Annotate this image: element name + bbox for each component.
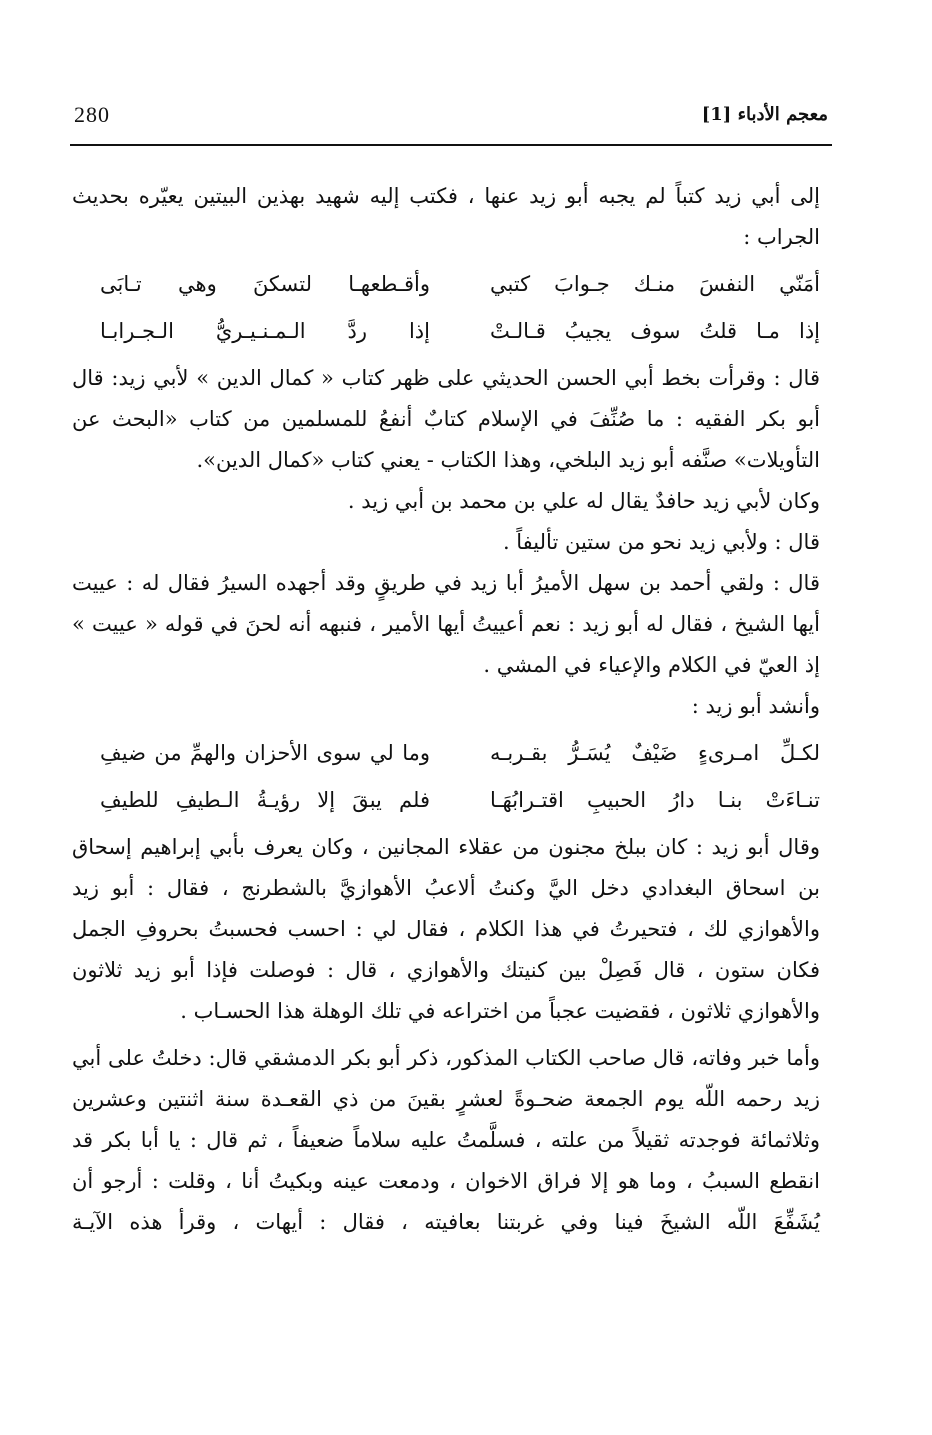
hemistich-right: إذا مـا قلتُ سوف يجيبُ قـالـتْ (490, 319, 820, 343)
paragraph-6: وأنشد أبو زيد : (691, 694, 820, 718)
paragraph-8: وأما خبر وفاته، قال صاحب الكتاب المذكور، ذكر أبو بكر الدمشقي قال: دخلتُ على أبي زيد رحمه اللّه يوم الجمعة ضحـوةً لعشرٍ بقينَ من ذي القعـدة سنة اثنتين وعشرين وثلاثمائة فوجدته ثقيلاً من علته ، فسلَّمتُ عليه سلاماً ضعيفاً ، ثم قال : يا أبا بكر قد انقطع السببُ ، وما هو إلا فراق الاخوان ، ودمعت عينه وبكيتُ أنا ، وقلت : أرجو أن يُشَفِّعَ اللّه الشيخَ فينا وفي غربتنا بعافيته ، فقال : أيهات ، وقرأ هذه الآيـة (72, 1046, 820, 1234)
hemistich-left: وما لي سوى الأحزان والهمِّ من ضيفِ (100, 741, 430, 765)
paragraph-2: قال : وقرأت بخط أبي الحسن الحديثي على ظهر كتاب « كمال الدين » لأبي زيد: قال أبو بكر الفقيه : ما صُنِّفَ في الإسلام كتابٌ أنفعُ للمسلمين من كتاب «البحث عن التأويلات» صنَّفه أبو زيد البلخي، وهذا الكتاب - يعني كتاب «كمال الدين». (72, 366, 820, 472)
poem-1-verse-2 (72, 311, 820, 352)
running-title: معجم الأدباء [1] (701, 104, 828, 125)
hemistich-right: لكـلِّ امـرىءٍ ضَيْفٌ يُسَـرُّ بقـربـه (490, 741, 820, 765)
paragraph-7: وقال أبو زيد : كان ببلخ مجنون من عقلاء المجانين ، وكان يعرف بأبي إبراهيم إسحاق بن اسحاق البغدادي دخل اليَّ وكنتُ ألاعبُ الأهوازيَّ بالشطرنج ، فقال : أبو زيد والأهوازي لك ، فتحيرتُ في هذا الكلام ، فقال لي : احسب فحسبتُ بحروفِ الجمل فكان ستون ، قال فَصِلْ بين كنيتك والأهوازي ، قال : فوصلت فإذا أبو زيد ثلاثون والأهوازي ثلاثون ، فقضيت عجباً من اختراعه في تلك الوهلة هذا الحسـاب . (72, 835, 820, 1023)
poem-1-verse-1 (72, 264, 820, 305)
paragraph-4: قال : ولأبي زيد نحو من ستين تأليفاً . (502, 530, 820, 554)
hemistich-right: تنـاءَتْ بنـا دارُ الحبيبِ اقتـرابُهَـا (490, 788, 820, 812)
header-rule (70, 144, 832, 146)
poem-2-verse-2 (72, 780, 820, 821)
hemistich-right: أمَنّي النفسَ منـك جـوابَ كتبي (490, 272, 820, 296)
paragraph-5: قال : ولقي أحمد بن سهل الأميرُ أبا زيد في طريقٍ وقد أجهده السيرُ فقال له : عييت أيها الشيخ ، فقال له أبو زيد : نعم أعييتُ أيها الأمير ، فنبهه أنه لحنَ في قوله « عييت » إذ العيّ في الكلام والإعياء في المشي . (72, 571, 820, 677)
paragraph-3: وكان لأبي زيد حافدٌ يقال له علي بن محمد بن أبي زيد . (347, 489, 820, 513)
hemistich-left: فلم يبقَ إلا رؤيـةُ الـطيفِ للطيفِ (100, 788, 430, 812)
hemistich-left: إذا ردَّ الـمـنـيـريُّ الـجـرابـا (100, 319, 430, 343)
paragraph-1: إلى أبي زيد كتباً لم يجبه أبو زيد عنها ، فكتب إليه شهيد بهذين البيتين يعيّره بحديث الجراب : (72, 184, 820, 249)
page-number: 280 (74, 102, 110, 127)
poem-2-verse-1 (72, 733, 820, 774)
hemistich-left: وأقـطعهـا لتسكنَ وهي تـابَى (100, 272, 430, 296)
page-body (72, 176, 820, 1243)
